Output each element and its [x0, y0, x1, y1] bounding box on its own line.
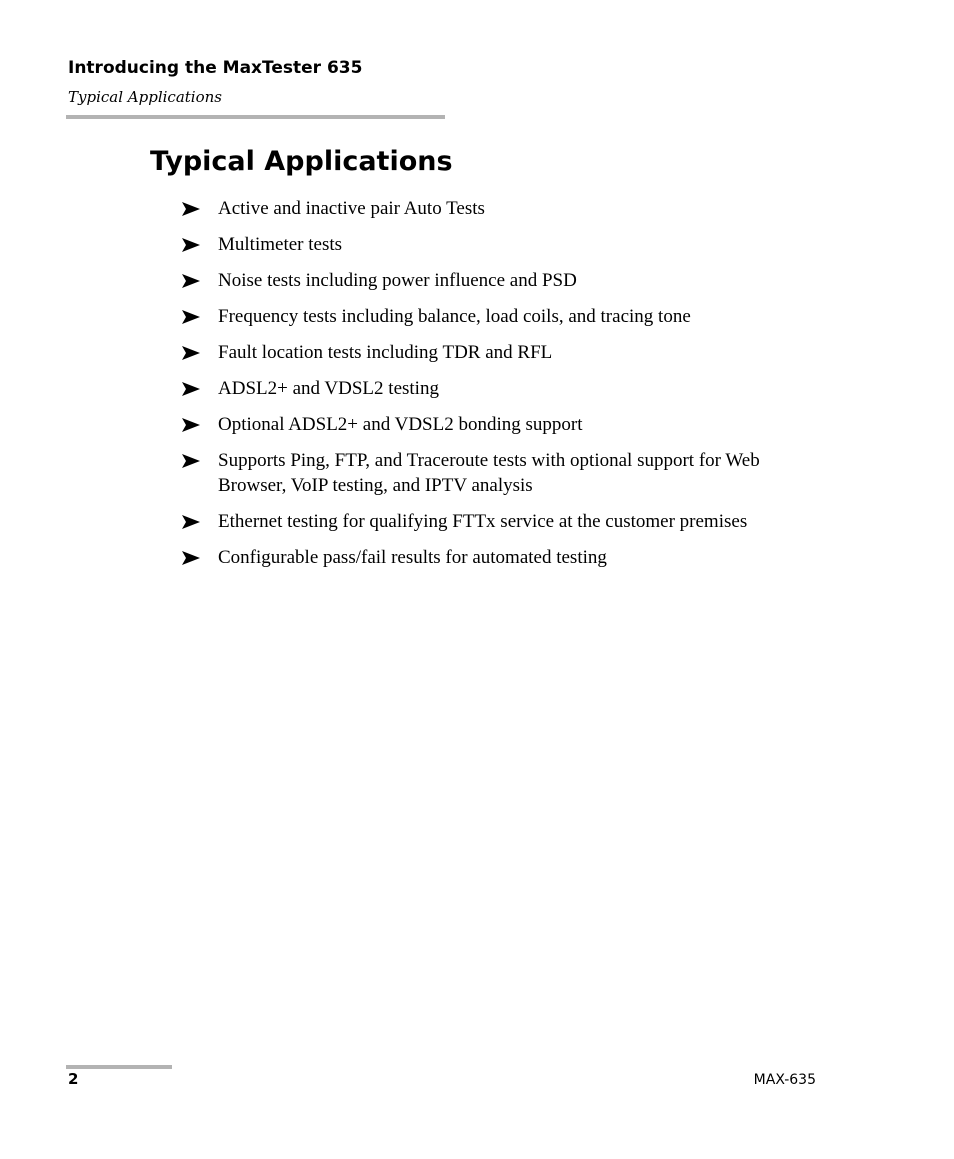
list-item	[182, 196, 832, 221]
running-header-subtitle: Typical Applications	[68, 88, 222, 106]
list-item	[182, 545, 832, 570]
arrowhead-icon	[182, 509, 218, 534]
list-item-text: Frequency tests including balance, load coils, and tracing tone	[218, 306, 691, 327]
applications-list	[182, 196, 832, 581]
list-item-text: Noise tests including power influence and PSD	[218, 270, 577, 291]
arrowhead-icon	[182, 340, 218, 365]
list-item-text: Ethernet testing for qualifying FTTx service at the customer premises	[218, 511, 748, 532]
page-number: 2	[68, 1070, 79, 1088]
list-item-text: Supports Ping, FTP, and Traceroute tests with optional support for Web Browser, VoIP testing, and IPTV analysis	[218, 450, 760, 496]
list-item	[182, 412, 832, 437]
list-item	[182, 376, 832, 401]
header-divider	[66, 115, 445, 119]
list-item	[182, 304, 832, 329]
arrowhead-icon	[182, 376, 218, 401]
list-item-text: Multimeter tests	[218, 234, 343, 255]
list-item	[182, 448, 832, 498]
list-item-text: Optional ADSL2+ and VDSL2 bonding support	[218, 414, 583, 435]
running-header-title: Introducing the MaxTester 635	[68, 58, 363, 78]
list-item-text: Configurable pass/fail results for automated testing	[218, 547, 607, 568]
document-code: MAX-635	[753, 1072, 816, 1088]
list-item	[182, 232, 832, 257]
arrowhead-icon	[182, 268, 218, 293]
arrowhead-icon	[182, 232, 218, 257]
list-item	[182, 509, 832, 534]
section-title: Typical Applications	[150, 146, 453, 177]
arrowhead-icon	[182, 448, 218, 473]
arrowhead-icon	[182, 304, 218, 329]
footer-divider	[66, 1065, 172, 1069]
list-item-text: Active and inactive pair Auto Tests	[218, 198, 485, 219]
list-item	[182, 340, 832, 365]
list-item-text: Fault location tests including TDR and RFL	[218, 342, 553, 363]
list-item-text: ADSL2+ and VDSL2 testing	[218, 378, 439, 399]
arrowhead-icon	[182, 196, 218, 221]
arrowhead-icon	[182, 412, 218, 437]
arrowhead-icon	[182, 545, 218, 570]
list-item	[182, 268, 832, 293]
